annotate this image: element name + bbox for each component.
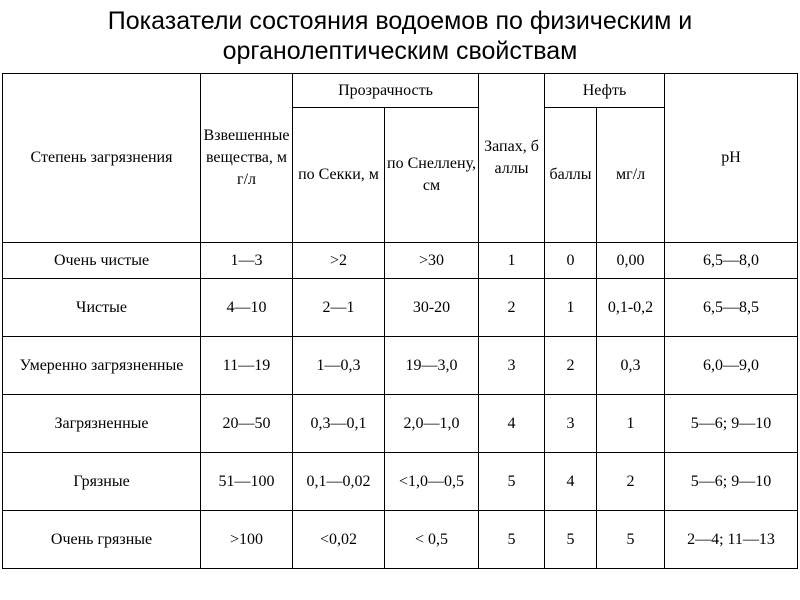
cell-secchi: 0,3—0,1 <box>293 395 385 453</box>
cell-secchi: 1—0,3 <box>293 337 385 395</box>
title-line-1: Показатели состояния водоемов по физическим и <box>107 7 693 35</box>
header-transparency: Прозрачность <box>293 74 479 108</box>
cell-suspended: 4—10 <box>201 279 293 337</box>
cell-smell: 2 <box>479 279 545 337</box>
header-snellen: по Снеллену, см <box>385 108 479 243</box>
table-row <box>3 395 798 453</box>
cell-oil-mgl: 5 <box>597 511 665 569</box>
cell-secchi: <0,02 <box>293 511 385 569</box>
cell-snellen: < 0,5 <box>385 511 479 569</box>
cell-oil-points: 5 <box>545 511 597 569</box>
cell-secchi: 2—1 <box>293 279 385 337</box>
header-ph: pH <box>665 74 798 243</box>
cell-degree: Умеренно загрязненные <box>3 337 201 395</box>
cell-suspended: 1—3 <box>201 243 293 279</box>
cell-ph: 5—6; 9—10 <box>665 453 798 511</box>
header-oil-points: баллы <box>545 108 597 243</box>
cell-snellen: 30-20 <box>385 279 479 337</box>
cell-secchi: 0,1—0,02 <box>293 453 385 511</box>
cell-oil-mgl: 0,1-0,2 <box>597 279 665 337</box>
cell-secchi: >2 <box>293 243 385 279</box>
cell-degree: Очень чистые <box>3 243 201 279</box>
table-row <box>3 337 798 395</box>
header-oil-mgl: мг/л <box>597 108 665 243</box>
cell-suspended: 20—50 <box>201 395 293 453</box>
header-smell: Запах, баллы <box>479 74 545 243</box>
table-row <box>3 453 798 511</box>
cell-suspended: >100 <box>201 511 293 569</box>
title-line-2: органолептическим свойствам <box>222 37 578 65</box>
cell-suspended: 11—19 <box>201 337 293 395</box>
cell-suspended: 51—100 <box>201 453 293 511</box>
cell-degree: Очень грязные <box>3 511 201 569</box>
cell-oil-points: 0 <box>545 243 597 279</box>
cell-smell: 5 <box>479 453 545 511</box>
cell-oil-points: 3 <box>545 395 597 453</box>
cell-oil-mgl: 0,00 <box>597 243 665 279</box>
cell-smell: 5 <box>479 511 545 569</box>
cell-degree: Грязные <box>3 453 201 511</box>
table-row <box>3 511 798 569</box>
header-oil: Нефть <box>545 74 665 108</box>
cell-ph: 6,5—8,5 <box>665 279 798 337</box>
cell-oil-points: 1 <box>545 279 597 337</box>
cell-degree: Чистые <box>3 279 201 337</box>
table-row <box>3 279 798 337</box>
cell-oil-mgl: 1 <box>597 395 665 453</box>
cell-smell: 3 <box>479 337 545 395</box>
header-degree: Степень загрязнения <box>3 74 201 243</box>
page-title <box>0 6 800 66</box>
cell-snellen: 19—3,0 <box>385 337 479 395</box>
table-row <box>3 243 798 279</box>
water-quality-table <box>2 73 798 569</box>
cell-snellen: <1,0—0,5 <box>385 453 479 511</box>
cell-ph: 2—4; 11—13 <box>665 511 798 569</box>
cell-oil-points: 4 <box>545 453 597 511</box>
cell-degree: Загрязненные <box>3 395 201 453</box>
cell-oil-mgl: 0,3 <box>597 337 665 395</box>
cell-snellen: >30 <box>385 243 479 279</box>
cell-ph: 5—6; 9—10 <box>665 395 798 453</box>
header-suspended: Взвешенные вещества, мг/л <box>201 74 293 243</box>
cell-oil-points: 2 <box>545 337 597 395</box>
header-secchi: по Секки, м <box>293 108 385 243</box>
cell-ph: 6,5—8,0 <box>665 243 798 279</box>
cell-smell: 4 <box>479 395 545 453</box>
cell-smell: 1 <box>479 243 545 279</box>
cell-oil-mgl: 2 <box>597 453 665 511</box>
cell-ph: 6,0—9,0 <box>665 337 798 395</box>
cell-snellen: 2,0—1,0 <box>385 395 479 453</box>
